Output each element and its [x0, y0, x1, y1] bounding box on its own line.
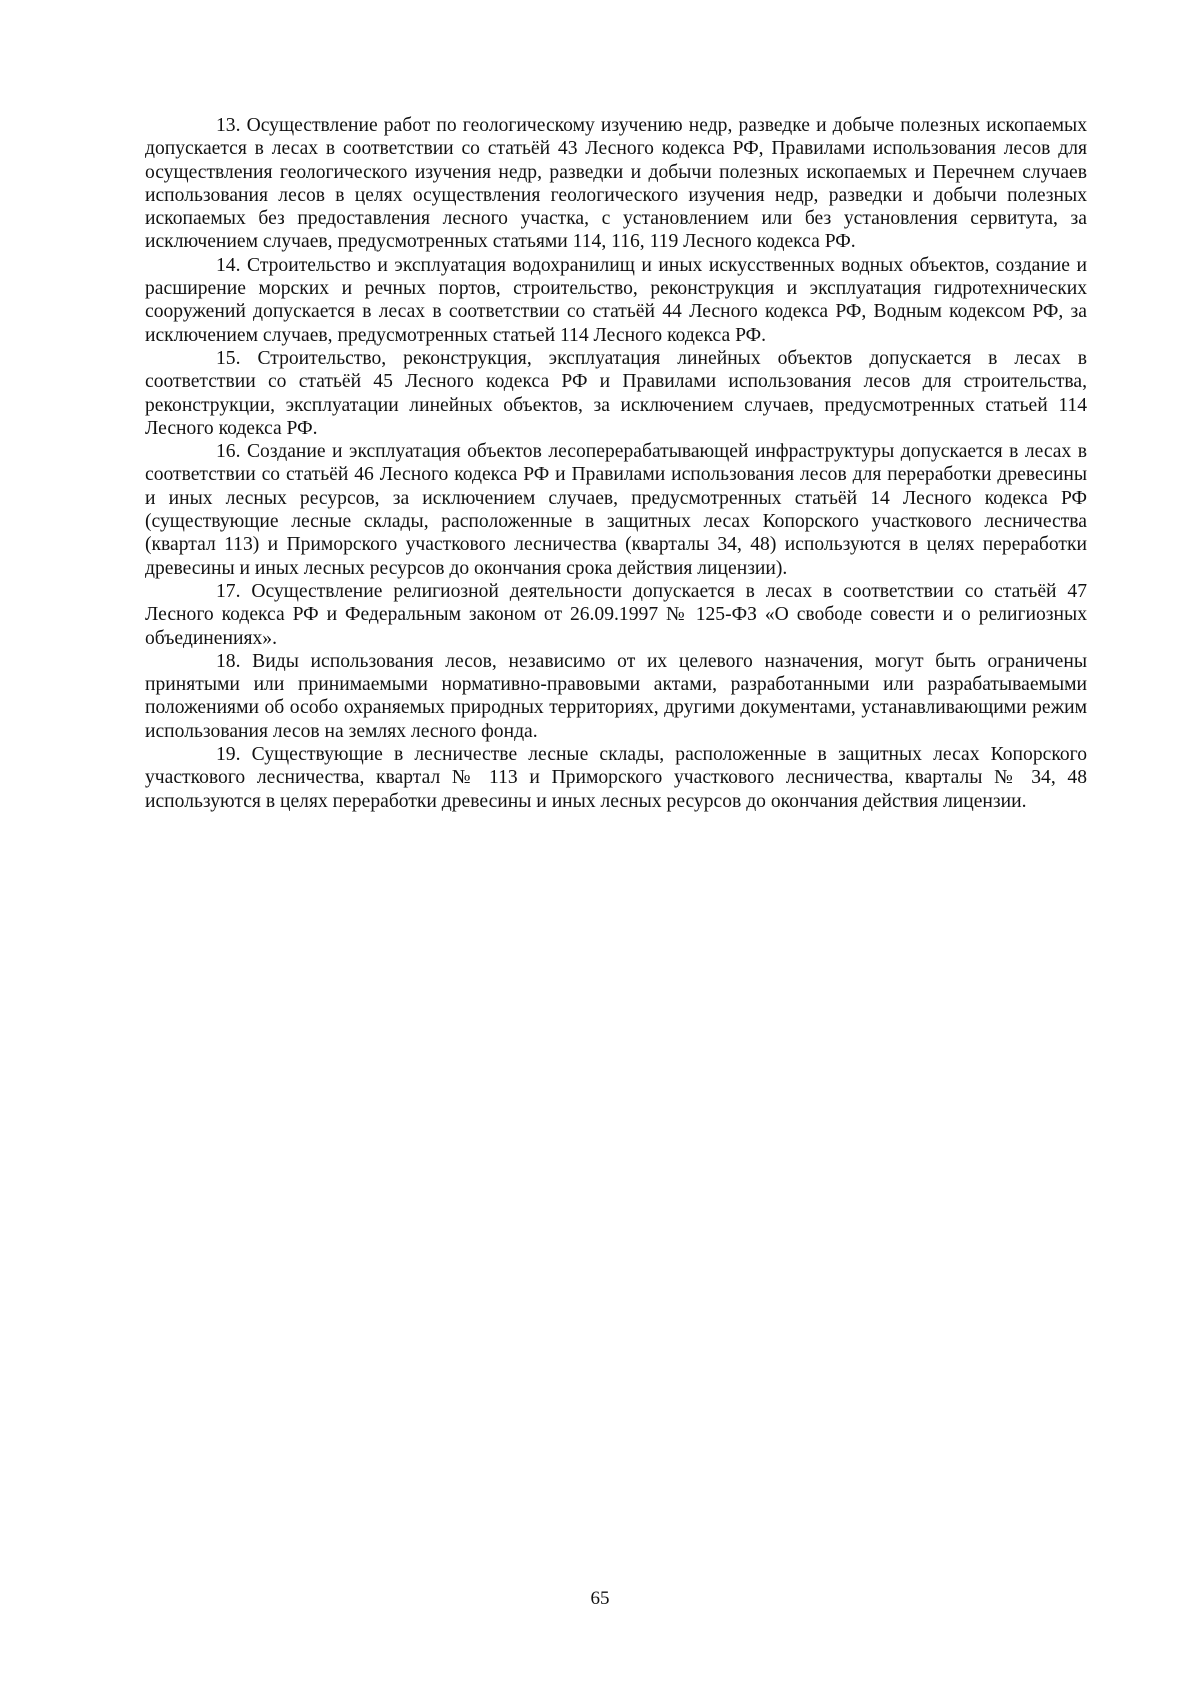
paragraph-15: 15. Строительство, реконструкция, эксплуатация линейных объектов допускается в лесах в соответствии со статьёй 45 Лесного кодекса РФ и Правилами использования лесов для строительства, реконструкции, эксплуатации линейных объектов, за исключением случаев, предусмотренных статьей 114 Лесного кодекса РФ. — [145, 347, 1087, 439]
document-body — [145, 114, 1087, 813]
paragraph-18: 18. Виды использования лесов, независимо от их целевого назначения, могут быть ограничены принятыми или принимаемыми нормативно-правовыми актами, разработанными или разрабатываемыми положениями об особо охраняемых природных территориях, другими документами, устанавливающими режим использования лесов на землях лесного фонда. — [145, 650, 1087, 742]
paragraph-16: 16. Создание и эксплуатация объектов лесоперерабатывающей инфраструктуры допускается в лесах в соответствии со статьёй 46 Лесного кодекса РФ и Правилами использования лесов для переработки древесины и иных лесных ресурсов, за исключением случаев, предусмотренных статьёй 14 Лесного кодекса РФ (существующие лесные склады, расположенные в защитных лесах Копорского участкового лесничества (квартал 113) и Приморского участкового лесничества (кварталы 34, 48) используются в целях переработки древесины и иных лесных ресурсов до окончания срока действия лицензии). — [145, 441, 1087, 579]
paragraph-19: 19. Существующие в лесничестве лесные склады, расположенные в защитных лесах Копорского участкового лесничества, квартал № 113 и Приморского участкового лесничества, кварталы № 34, 48 используются в целях переработки древесины и иных лесных ресурсов до окончания действия лицензии. — [145, 744, 1087, 812]
paragraph-13: 13. Осуществление работ по геологическому изучению недр, разведке и добыче полезных ископаемых допускается в лесах в соответствии со статьёй 43 Лесного кодекса РФ, Правилами использования лесов для осуществления геологического изучения недр, разведки и добычи полезных ископаемых и Перечнем случаев использования лесов в целях осуществления геологического изучения недр, разведки и добычи полезных ископаемых без предоставления лесного участка, с установлением или без установления сервитута, за исключением случаев, предусмотренных статьями 114, 116, 119 Лесного кодекса РФ. — [145, 115, 1087, 253]
paragraph-14: 14. Строительство и эксплуатация водохранилищ и иных искусственных водных объектов, создание и расширение морских и речных портов, строительство, реконструкция и эксплуатация гидротехнических сооружений допускается в лесах в соответствии со статьёй 44 Лесного кодекса РФ, Водным кодексом РФ, за исключением случаев, предусмотренных статьей 114 Лесного кодекса РФ. — [145, 254, 1087, 346]
paragraph-17: 17. Осуществление религиозной деятельности допускается в лесах в соответствии со статьёй 47 Лесного кодекса РФ и Федеральным законом от 26.09.1997 № 125-ФЗ «О свободе совести и о религиозных объединениях». — [145, 580, 1087, 649]
page-number: 65 — [590, 1588, 610, 1609]
